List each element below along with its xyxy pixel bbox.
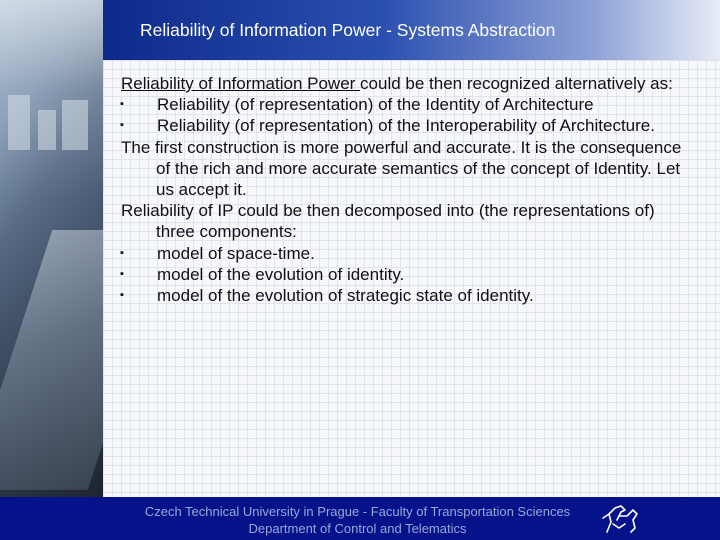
intro-lead: Reliability of Information Power	[121, 74, 361, 93]
intro-rest: could be then recognized alternatively as:	[360, 74, 673, 93]
paragraph-decomposition: Reliability of IP could be then decomposed into (the representations of) three components:	[121, 201, 655, 242]
paragraph-construction: The first construction is more powerful and accurate. It is the consequence of the rich and more accurate semantics of the concept of Identity. Let us accept it.	[121, 137, 682, 200]
bullet-icon: ▪	[120, 98, 124, 111]
slide-title: Reliability of Information Power - Systems Abstraction	[140, 20, 556, 40]
slide-body	[121, 73, 696, 306]
bullet-icon: ▪	[120, 289, 124, 302]
bullet-icon: ▪	[120, 246, 124, 259]
footer-line-2: Department of Control and Telematics	[248, 521, 467, 536]
bullet-text: Reliability (of representation) of the Identity of Architecture	[157, 95, 594, 115]
university-lion-logo-icon	[597, 502, 643, 536]
list-item	[121, 264, 696, 285]
bullet-text: model of the evolution of strategic state of identity.	[157, 286, 534, 306]
bullet-text: model of the evolution of identity.	[157, 264, 405, 284]
intro-paragraph	[121, 73, 696, 94]
bullet-icon: ▪	[120, 267, 124, 280]
list-item	[121, 94, 696, 115]
bullet-text: model of space-time.	[157, 243, 315, 263]
list-item	[121, 285, 696, 306]
footer-text	[125, 503, 590, 537]
decorative-photo-strip	[0, 0, 103, 497]
list-item	[121, 115, 696, 136]
footer-line-1: Czech Technical University in Prague - Faculty of Transportation Sciences	[144, 504, 571, 519]
bullet-text: Reliability (of representation) of the Interoperability of Architecture.	[157, 116, 655, 136]
bullet-icon: ▪	[120, 119, 124, 132]
list-item	[121, 243, 696, 264]
